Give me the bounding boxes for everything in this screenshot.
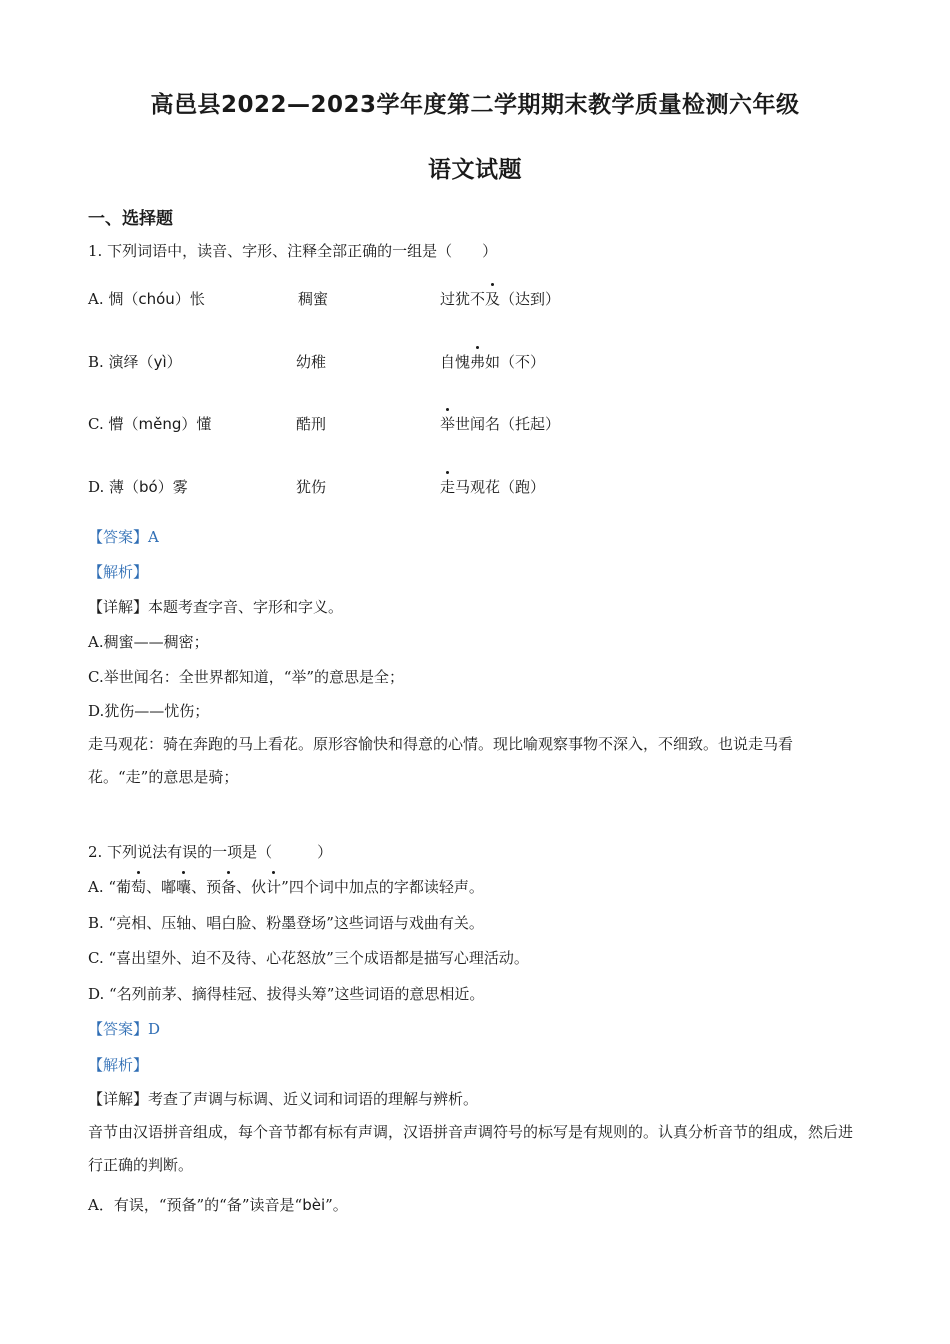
q1-answer: 【答案】A (88, 528, 159, 546)
q1-stem: 1. 下列词语中，读音、字形、注释全部正确的一组是（ ） (88, 242, 498, 260)
section-heading: 一、选择题 (88, 209, 173, 229)
q1-option-c-word1: C. 懵（měng）懂 (88, 415, 212, 433)
q1-analysis-line-d: D.犹伤——忧伤； (88, 702, 210, 720)
q1-option-d-word2: 犹伤 (296, 478, 327, 496)
title-line-1: 高邑县2022—2023学年度第二学期期末教学质量检测六年级 (150, 92, 800, 118)
q1-analysis-line-c: C.举世闻名：全世界都知道，“举”的意思是全； (88, 668, 405, 686)
q1-option-a-word3: 过犹不及（达到） (440, 290, 561, 308)
q2-option-d: D. “名列前茅、摘得桂冠、拔得头筹”这些词语的意思相近。 (88, 985, 485, 1003)
q2-option-c: C. “喜出望外、迫不及待、心花怒放”三个成语都是描写心理活动。 (88, 949, 529, 967)
q1-analysis-label: 【解析】 (88, 563, 149, 581)
q1-analysis-line-a: A.稠蜜——稠密； (88, 633, 209, 651)
q1-analysis-paragraph: 走马观花：骑在奔跑的马上看花。原形容愉快和得意的心情。现比喻观察事物不深入，不细致。也说走马看花。“走”的意思是骑； (88, 735, 794, 786)
q1-option-b-word2: 幼稚 (296, 353, 327, 371)
q1-detail: 【详解】本题考查字音、字形和字义。 (88, 598, 344, 616)
q1-option-d-word3: 走马观花（跑） (440, 478, 546, 496)
q1-option-b-word3: 自愧弗如（不） (440, 353, 546, 371)
q1-option-c-word3: 举世闻名（托起） (440, 415, 561, 433)
q2-analysis-paragraph: 音节由汉语拼音组成，每个音节都有标有声调，汉语拼音声调符号的标写是有规则的。认真分析音节的组成，然后进行正确的判断。 (88, 1123, 854, 1174)
q2-option-a: A. “葡萄、嘟囔、预备、伙计”四个词中加点的字都读轻声。 (88, 878, 484, 896)
q2-option-b: B. “亮相、压轴、唱白脸、粉墨登场”这些词语与戏曲有关。 (88, 914, 484, 932)
q1-option-a-word2: 稠蜜 (298, 290, 329, 308)
q1-option-c-word2: 酷刑 (296, 415, 327, 433)
q1-option-b-word1: B. 演绎（yì） (88, 353, 182, 371)
q1-option-a-word1: A. 惆（chóu）怅 (88, 290, 205, 308)
q1-option-d-word1: D. 薄（bó）雾 (88, 478, 188, 496)
q2-analysis-label: 【解析】 (88, 1056, 149, 1074)
q2-detail: 【详解】考查了声调与标调、近义词和词语的理解与辨析。 (88, 1090, 479, 1108)
title-line-2: 语文试题 (428, 157, 522, 183)
q2-answer: 【答案】D (88, 1020, 161, 1038)
q2-analysis-line-a: A．有误，“预备”的“备”读音是“bèi”。 (88, 1196, 348, 1214)
q2-stem: 2. 下列说法有误的一项是（ ） (88, 843, 333, 861)
